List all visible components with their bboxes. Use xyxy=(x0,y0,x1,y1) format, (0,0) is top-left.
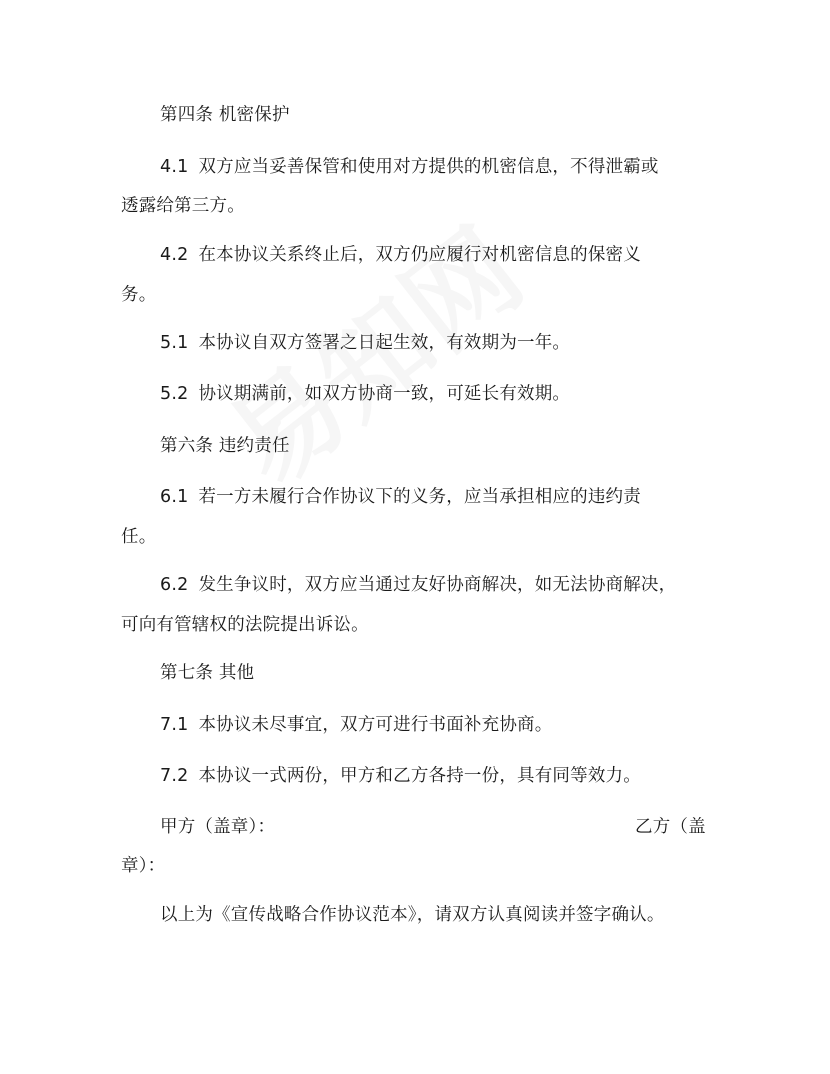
clause-5-1 xyxy=(160,331,570,355)
clause-4-2-line2: 务。 xyxy=(121,285,157,305)
clause-4-2-line1 xyxy=(160,243,641,267)
clause-6-1-line1 xyxy=(160,485,641,509)
clause-number: 4.1 xyxy=(160,157,189,177)
clause-text: 发生争议时，双方应当通过友好协商解决，如无法协商解决， xyxy=(198,575,677,595)
clause-text: 本协议未尽事宜，双方可进行书面补充协商。 xyxy=(198,715,553,735)
clause-number: 5.2 xyxy=(160,384,189,404)
clause-4-1-line1 xyxy=(160,155,659,179)
watermark xyxy=(212,219,624,621)
clause-text: 本协议自双方签署之日起生效，有效期为一年。 xyxy=(198,333,571,353)
clause-text: 本协议一式两份，甲方和乙方各持一份，具有同等效力。 xyxy=(198,766,641,786)
clause-number: 6.2 xyxy=(160,575,189,595)
clause-number: 7.1 xyxy=(160,715,189,735)
clause-text: 在本协议关系终止后，双方仍应履行对机密信息的保密义 xyxy=(198,245,641,265)
article4-heading: 第四条 机密保护 xyxy=(160,105,290,125)
party-b-seal-label: 乙方（盖 xyxy=(635,817,706,837)
clause-6-2-line2: 可向有管辖权的法院提出诉讼。 xyxy=(121,615,369,635)
clause-text: 协议期满前，如双方协商一致，可延长有效期。 xyxy=(198,384,571,404)
clause-text: 若一方未履行合作协议下的义务，应当承担相应的违约责 xyxy=(198,487,641,507)
clause-number: 4.2 xyxy=(160,245,189,265)
clause-6-2-line1 xyxy=(160,573,676,597)
article7-heading: 第七条 其他 xyxy=(160,663,255,683)
clause-number: 5.1 xyxy=(160,333,189,353)
clause-text: 双方应当妥善保管和使用对方提供的机密信息，不得泄霸或 xyxy=(198,157,659,177)
closing-statement: 以上为《宣传战略合作协议范本》，请双方认真阅读并签字确认。 xyxy=(160,905,665,925)
article6-heading: 第六条 违约责任 xyxy=(160,436,290,456)
clause-number: 7.2 xyxy=(160,766,189,786)
party-b-seal-label-cont: 章）： xyxy=(121,856,166,876)
clause-4-1-line2: 透露给第三方。 xyxy=(121,196,245,216)
clause-5-2 xyxy=(160,382,570,406)
party-a-seal-label: 甲方（盖章）： xyxy=(160,817,276,837)
clause-7-2 xyxy=(160,764,641,788)
clause-number: 6.1 xyxy=(160,487,189,507)
clause-6-1-line2: 任。 xyxy=(121,527,157,547)
clause-7-1 xyxy=(160,713,552,737)
